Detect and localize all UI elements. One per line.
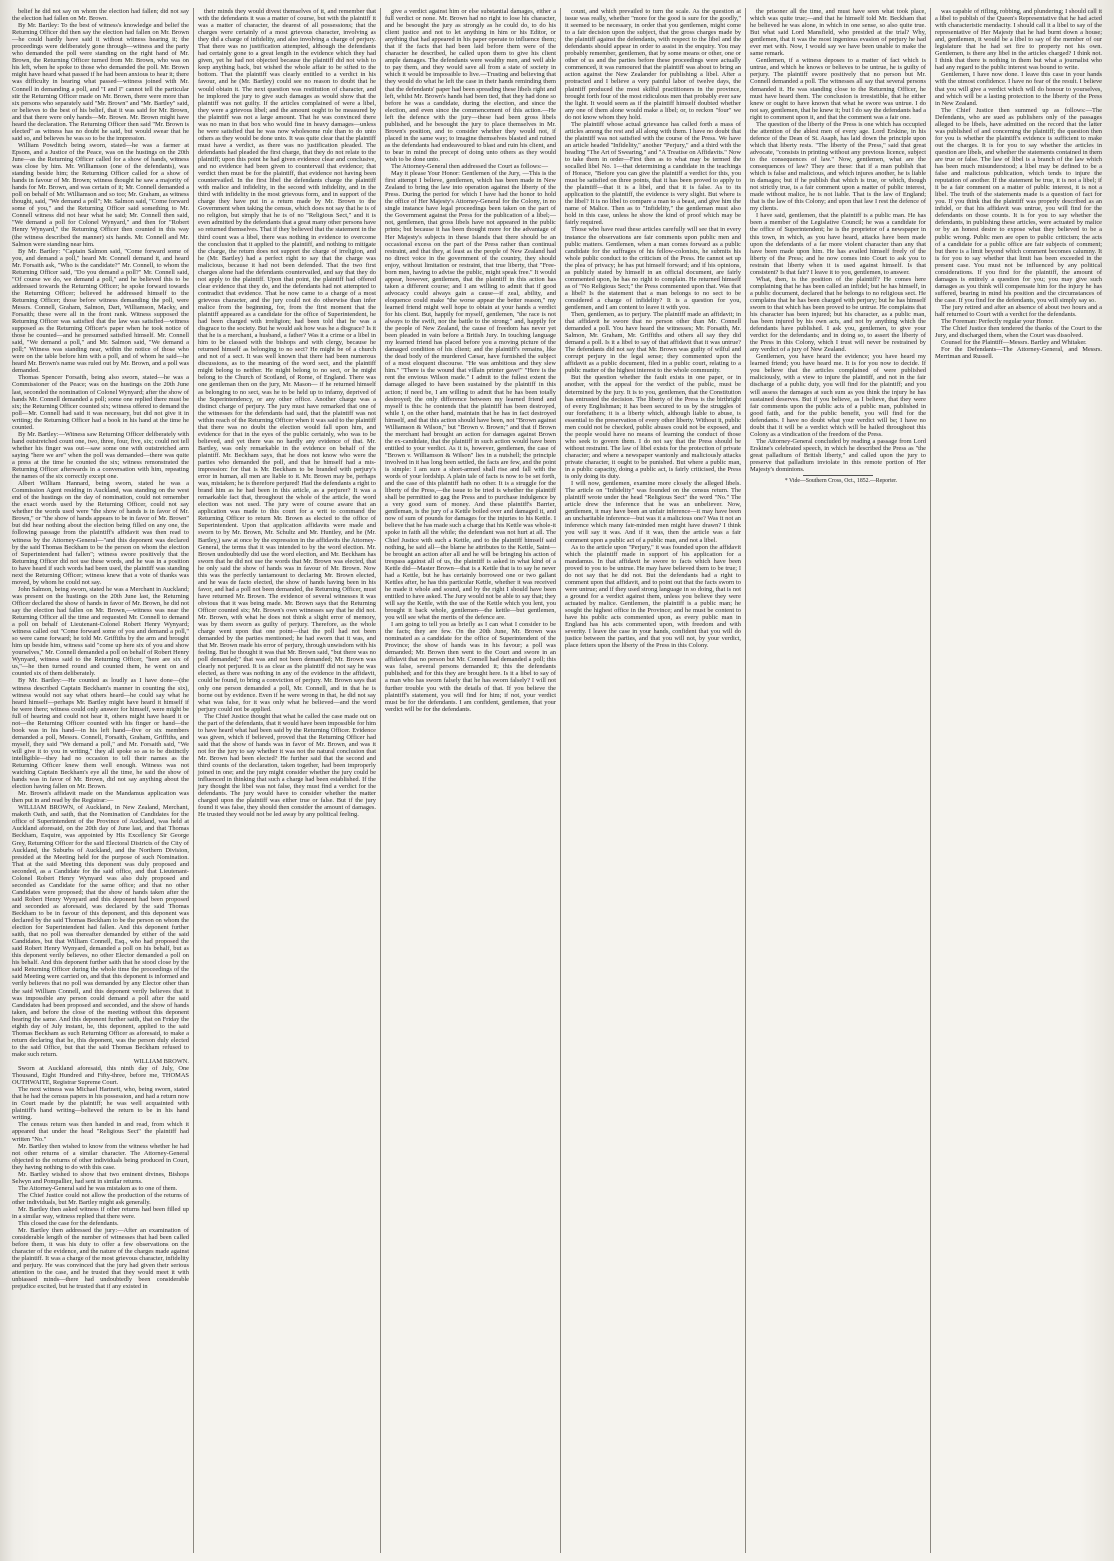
paragraph: The next witness was Michael Hartnett, who, being sworn, stated that he had the census papers in his possession, and had a return now in Court made by the plaintiff; he was well acquainted with plaintiff's hand writing—believed the return to be in his hand writing. bbox=[12, 1086, 189, 1122]
paragraph: The question of the liberty of the Press is one which has occupied the attention of the ablest men of every age. Lord Erskine, in his defence of the Dean of St. Asaph, has laid down the principle upon which that liberty rests. "The liberty of the Press," said that great advocate, "consists in printing without any previous licence, subject to the consequences of law." Now, gentlemen, what are the consequences of law? They are these: that if a man publish that which is false and malicious, and which injures another, he is liable in damages; but if he publish that which is true, or which, though not strictly true, is a fair comment upon a matter of public interest, made without malice, he is not liable. That is the law of England; that is the law of this Colony; and upon that law I rest the defence of my clients. bbox=[750, 120, 926, 213]
paragraph: Sworn at Auckland aforesaid, this ninth day of July, One Thousand, Eight Hundred and Fifty-three, before me, THOMAS OUTHWAITE, Registrar Supreme Court. bbox=[12, 1065, 189, 1087]
footnote-rule bbox=[803, 475, 873, 476]
paragraph: For the Defendants—The Attorney-General, and Messrs. Merriman and Russell. bbox=[935, 346, 1102, 361]
paragraph: What, then, is the position of the plaintiff? He comes here complaining that he has been called an infidel; but he has himself, in a public document, declared that he belongs to no religious sect. He complains that he has been charged with perjury; but he has himself sworn to that which has been proved to be untrue. He complains that his character has been injured; but his character, as a public man, has been injured by his own acts, and not by anything which the defendants have published. I ask you, gentlemen, to give your verdict for the defendants; and in doing so, to assert the liberty of the Press in this Colony, which I trust will never be restrained by any verdict of a jury of New Zealand. bbox=[750, 275, 926, 354]
paragraph: Gentlemen, you have heard the evidence; you have heard my learned friend; you have heard me. It is for you now to decide. If you believe that the articles complained of were published maliciously, with a view to injure the plaintiff, and not in the fair discharge of a public duty, you will find for the plaintiff; and you will assess the damages at such sum as you think the injury he has sustained deserves. But if you believe, as I believe, that they were fair comments upon the public acts of a public man, published in good faith, and for the public benefit, you will find for the defendants. I have no doubt what your verdict will be; I have no doubt that it will be a verdict which will be hailed throughout this Colony as a vindication of the freedom of the Press. bbox=[750, 353, 926, 438]
paragraph: The Chief Justice then summed up as follows:—The Defendants, who are sued as publishers only of the passages alleged to be libels, have admitted on the record that the latter was published of and concerning the plaintiff; the question then for you is whether the plaintiff's evidence is sufficient to make out the charges. It is for you to say whether the articles in question are libels, and whether the statements contained in them are true or false. The law of libel is a branch of the law which has been much misunderstood; a libel may be defined to be a false and malicious publication, which tends to injure the reputation of another. If the statement be true, it is not a libel; if it be a fair comment on a matter of public interest, it is not a libel. The truth of the statements made is a question of fact for you. If you think that the plaintiff was properly described as an infidel, or that his affidavit was untrue, you will find for the defendants on those counts. It is for you to say whether the defendants, in publishing these articles, were actuated by malice or by an honest desire to expose what they believed to be a public wrong. Public men are open to public criticism; the acts of a candidate for a public office are fair subjects of comment; but there is a limit beyond which comment becomes calumny. It is for you to say whether that limit has been exceeded in the present case. You must not be influenced by any political considerations. If you find for the plaintiff, the amount of damages is entirely a question for you; you may give such damages as you think will compensate him for the injury he has suffered, bearing in mind his position and the circumstances of the case. If you find for the defendants, you will simply say so. bbox=[935, 106, 1102, 304]
column-5 bbox=[746, 8, 931, 1553]
paragraph: Mr. Bartley wished to show that two eminent divines, Bishops Selwyn and Pompallier, had sent in similar returns. bbox=[12, 1170, 189, 1185]
column-2 bbox=[194, 8, 381, 1553]
paragraph: The Attorney-General then addressed the Court as follows:— bbox=[391, 163, 549, 171]
paragraph: But the question whether the fault exists in one paper, or in another, with the appeal for the verdict of the public, must be determined by the jury. It is to you, gentlemen, that the Constitution has entrusted the decision. The liberty of the Press is the birthright of every Englishman; it has been secured to us by the struggles of our forefathers; it is a liberty which, although liable to abuse, is essential to the preservation of every other liberty. Without it, public men could not be checked, public abuses could not be exposed, and the people would have no means of learning the conduct of those who seek to govern them. I do not say that the Press should be without restraint. The law of libel exists for the protection of private character; and where a newspaper wantonly and maliciously attacks private character, it ought to be punished. But where a public man, in a public capacity, doing a public act, is fairly criticised, the Press is only doing its duty. bbox=[565, 374, 741, 481]
paragraph: Albert William Hannard, being sworn, stated he was a Commission Agent residing in Auckland, was standing on the west end of the hustings on the day of nomination, could not remember the exact words used by the Returning Officer, could not say whether the words used were "the show of hands is in favor of Mr. Brown," or "the show of hands appears to be in favor of Mr. Brown" but did hear nothing about the election being filled on any one, the following passage from the plaintiff's affidavit was then read to witness by the Attorney-General—"and this deponent was declared by the said Thomas Beckham to be the person on whom the election of Superintendent had fallen"; witness swore positively that the Returning Officer did not use these words, and he was in a position to have heard if such words had been used, the plaintiff was standing next the Returning Officer; witness knew that a vote of thanks was moved, by whom he could not say. bbox=[12, 480, 189, 586]
paragraph: count, and which prevailed to turn the scale. As the question at issue was really, whether "more for the good is sure for the goodly," it seemed to be necessary, in order that you gentlemen, might come to a fair decision upon the subject, that the gross charges made by the plaintiff against the defendants, with respect to the libel and the defendants should appear in order to assist in the enquiry. You may probably remember, gentlemen, that by some means or other, one or other of us and the parties before these proceedings were actually commenced, it was rumoured that the plaintiff was about to bring an action against the New Zealander for publishing a libel. After a protracted and I believe a very painful labor of twelve days, the plaintiff produced the most skilful practitioners in the province, brought forth four of the most ridiculous men that probably ever saw the light. It would seem as if the plaintiff himself doubted whether any one of them alone would make a libel; or, to reckon "four" we do not know whom they hold. bbox=[565, 8, 741, 121]
paragraph: Counsel for the Plaintiff—Messrs. Bartley and Whitaker. bbox=[941, 339, 1087, 347]
column-1 bbox=[8, 8, 194, 1553]
paragraph: The Attorney-General said he was mistaken as to one of them. bbox=[18, 1184, 178, 1192]
paragraph: The Chief Justice could not allow the production of the returns of other individuals, but Mr. Bartley might ask generally. bbox=[12, 1191, 189, 1206]
paragraph: By Mr. Bartley:—Witness saw Returning Officer deliberately with hand outstretched count one, two, three, four, five, six; could not tell whether his finger was out—saw some one with outstretched arm saying "here we are" when the poll was demanded—there was quite a press at the time he counted the six; witness remonstrated the Returning Officer afterwards in a conversation with him, repeating the names of the six correctly except one. bbox=[12, 430, 189, 481]
paragraph: Mr. Bartley then wished to know from the witness whether he had not other returns of a similar character. The Attorney-General objected to the returns of other individuals being produced in Court, they having nothing to do with this case. bbox=[12, 1142, 189, 1171]
paragraph: This closed the case for the defendants. bbox=[18, 1220, 119, 1228]
paragraph: By Mr. Bartley:—He counted as loudly as I have done—(the witness described Captain Beckham's manner in counting the six), witness would not say what others heard—he could say what he heard himself—perhaps Mr. Bartley might have heard it himself if he were there; witness could only answer for himself, were might be full of hearing and could not hear it, others might have heard it or not—the Returning Officer counted with his finger or hand—the book was in his hand—in his left hand—five or six members demanded a poll, Messrs. Connell, Forsaith, Graham, Griffiths, and myself, they said "We demand a poll," and Mr. Forsaith said, "We will give it to you in writing," they all spoke so as to be distinctly intelligible—they had no occasion to tell their names as the Returning Officer knew them well enough. Witness was not watching Captain Beckham's eye all the time, he said the show of hands was in favor of Mr. Brown, did not say anything about the election having fallen on Mr. Brown. bbox=[12, 677, 189, 791]
paragraph: The census return was then handed in and read, from which it appeared that under the head "Religious Sect" the plaintiff had written "No." bbox=[12, 1121, 189, 1143]
paragraph: was capable of rifling, robbing, and plundering; I should call it a libel to publish of the Queen's Representative that he had acted with characteristic mendacity. I should call it a libel to say of the representative of Her Majesty that he had burnt down a house; and, gentlemen, it would be a libel to say of the member of our legislature that he had set fire to property not his own. Gentlemen, is there any libel in the articles charged? I think not. I think that there is nothing in them but what a journalist who had any regard to the public interest was bound to write. bbox=[935, 8, 1102, 72]
paragraph: Thomas Spencer Forsaith, being also sworn, stated—he was a Commissioner of the Peace; was on the hustings on the 20th June last, seconded the nomination of Colonel Wynyard; after the show of hands Mr. Connell demanded a poll; some one replied there must be six; the Returning Officer counted six; witness offered to demand the poll—Mr. Connell had said it was necessary, but did not give it in writing; the Returning Officer had a book in his hand at the time he counted. bbox=[12, 374, 189, 431]
paragraph: Mr. Bartley then asked witness if other returns had been filled up in a similar way, witness replied that there were. bbox=[12, 1205, 189, 1221]
paragraph: Gentlemen, if a witness deposes to a matter of fact which is untrue, and which he knows or believes to be untrue, he is guilty of perjury. The plaintiff swore positively that no person but Mr. Connell demanded a poll. The witnesses all say that several persons demanded it. He was standing close to the Returning Officer, he must have heard them. The conclusion is irresistible, that he either knew or ought to have known that what he swore was untrue. I do not say, gentlemen, that he knew it; but I do say the defendants had a right to comment upon it, and that the comment was a fair one. bbox=[750, 57, 926, 121]
paragraph: The Attorney-General concluded by reading a passage from Lord Erskine's celebrated speech, in which he described the Press as "the great palladium of British liberty," and called upon the jury to preserve that palladium inviolate in this remote portion of Her Majesty's dominions. bbox=[750, 437, 926, 474]
column-container bbox=[8, 8, 1106, 1553]
paragraph: WILLIAM BROWN, of Auckland, in New Zealand, Merchant, maketh Oath, and saith, that the Nomination of Candidates for the office of Superintendent of the Province of Auckland, was held at Auckland aforesaid, on the 20th day of June last, and that Thomas Beckham, Esquire, was appointed by His Excellency Sir George Grey, Returning Officer for the said Electoral Districts of the City of Auckland, the Suburbs of Auckland, and the Northern Division, presided at the Meeting held for the purpose of such Nomination. That at the said Meeting this deponent was duly proposed and seconded, as a Candidate for the said office, and that Lieutenant-Colonel Robert Henry Wynyard was also duly proposed and seconded as Candidate for the same office; and that no other Candidates were proposed; that the show of hands taken after the said Robert Henry Wynyard and this deponent had been proposed and seconded as aforesaid, was declared by the said Thomas Beckham to be in favour of this deponent, and this deponent was declared by the said Thomas Beckham to be the person on whom the election for Superintendent had fallen. And this deponent further saith, that no poll was thereafter demanded by either of the said Candidates, but that William Connell, Esq., who had proposed the said Robert Henry Wynyard, demanded a poll on his behalf, but as this deponent verily believes, no other Elector demanded a poll on his behalf. And this deponent further saith that he stood close by the said Returning Officer during the whole time the proceedings of the said Meeting were carried on, and that this deponent is informed and verily believes that no poll was demanded by any Elector other than the said William Connell, and this deponent verily believes that it was impossible any person could demand a poll after the said Candidates had been proposed and seconded, and the show of hands taken, and before the close of the meeting without this deponent hearing the same. And this deponent further saith, that on Friday the eighth day of July instant, he, this deponent, applied to the said Thomas Beckham as such Returning Officer as aforesaid, to make a return declaring that he, this deponent, was the person duly elected to the said Office, but that the said Thomas Beckham refused to make such return. bbox=[12, 804, 189, 1058]
paragraph: Mr. Brown's affidavit made on the Mandamus application was then put in and read by the Registrar:— bbox=[12, 790, 189, 805]
paragraph: The Chief Justice then tendered the thanks of the Court to the Jury, and discharged them, when the Court was dissolved. bbox=[935, 325, 1102, 340]
paragraph: May it please Your Honor: Gentlemen of the Jury, —This is the first attempt I believe, gentlemen, which has been made in New Zealand to bring the law into operation against the liberty of the Press. During the period for which I have had the honor to hold the office of Her Majesty's Attorney-General for the Colony, in no single instance have legal proceedings been taken on the part of the Government against the Press for the publication of a libel;—not, gentlemen, that gross libels have not appeared in the public prints; but because it has been thought more for the advantage of Her Majesty's subjects in these Islands that there should be an occasional excess on the part of the Press rather than continual restraint, and that they, at least as the people of New Zealand had no direct voice in the government of the country, they should enjoy, without limitation or restraint, that true liberty, that "Free-born men, having to advise the public, might speak free." It would appear, however, gentlemen, that the plaintiff in this action has taken a different course; and I am willing to admit that if good advocacy could always gain a cause—if zeal, ability, and eloquence could make "the worse appear the better reason," my learned friend might well hope to obtain at your hands a verdict for his client. But, happily for myself, gentlemen, "the race is not always to the swift, nor the battle to the strong;" and, happily for the people of New Zealand, the cause of freedom has never yet been pleaded in vain before a British Jury. In touching language my learned friend has placed before you a moving picture of the damaged condition of his client; and the plaintiff's remains, like the dead body of the murdered Cæsar, have furnished the subject of a most eloquent discourse. "He was ambitious and they slew him." "There is the wound that villain printer gave!" "Here is the rent the envious Wilson made." I admit to the fullest extent the damage alleged to have been sustained by the plaintiff in this action; if need be, I am willing to admit that he has been totally destroyed; the only difference between my learned friend and myself is this: he contends that the plaintiff has been destroyed, while I, on the other hand, maintain that he has in fact destroyed himself, and that this action should have been, not "Brown against Williamson & Wilson," but "Brown v. Brown;" and that if Brown the merchant had brought an action for damages against Brown the ex-candidate, that the plaintiff in such action would have been entitled to your verdict. As it is, however, gentlemen, the case of "Brown v. Williamson & Wilson" lies in a nutshell; the principle involved in it has long been settled, the facts are few, and the point is simple: I am sure a short-armed shall rise and fall with the words of your lordship. A plain tale of facts is now to be set forth, and the case of this plaintiff hath no other. It is a struggle for the liberty of the Press,—the issue to be tried is whether the plaintiff shall be permitted to gag the Press and to purchase indulgence by a very good sum of money. And these plaintiff's Barrier, gentleman, is the jury of a Kettle boiled over and damaged it, and now of sum of pounds for damages for the injuries to his Kettle. I believe that he has made such a charge that his Kettle was whole-it spoke in faith all the while; the defendant was not hurt at all. The Chief Justice with such a Kettle, and to the plaintiff himself said nothing, he said all—the blame he attributes to the Kettle, Saint—be brought an action after all and he will be bringing his action of trespass against all of us, the plaintiff is asked in what kind of a Kettle did—Master Brown—that is a Kettle that is to say he never had a Kettle, but he has certainly borrowed one or two gallant Kettles after, he has this particular Kettle, whether it was received he made it whole and sound, and by the right I should have been entitled to have asked. The Jury would not be able to say that; they will say the Kettle, with the use of the Kettle which you lent, you brought it back whole, gentlemen—the kettle—but gentlemen, you will see what the merits of the defence are. bbox=[385, 170, 556, 622]
paragraph: give a verdict against him or else substantial damages, either a full verdict or none. Mr. Brown had no right to lose his character, and he besought the jury as strongly as he could do, to do his client justice and not to let anything in him or his Editor, or anything that had appeared in his paper operate to influence them; that if the facts that had been laid before them were of the character he described, he called upon them to give his client ample damages. The defendants were wealthy men, and well able to pay them, and they would save all from a state of society in which it would be impossible to live.—Trusting and believing that they would do what he left the case in their hands reminding them that the defendants' paper had been spreading these libels right and left, whilst Mr. Brown's hands had been tied, that they had done so before he was a candidate, during the election, and since the election, and even since the commencement of this action.—He left the defence with the jury—these had been gross libels published, and he besought the jury to place themselves in Mr. Brown's position, and to consider whether they would not, if placed in the same way; to imagine themselves blasted and ruined as the defendants had endeavoured to blast and ruin his client, and to bear in mind the precept of doing unto others as they would wish to be done unto. bbox=[385, 8, 556, 163]
paragraph: William Powditch being sworn, stated—he was a farmer at Epsom, and a Justice of the Peace, was on the hustings on the 20th June—as the Returning Officer called for a show of hands, witness was close by him. Mr. Williamson (one of the defendants), was standing beside him; the Returning Officer called for a show of hands in favour of Mr. Brown; witness thought he saw a majority of hands for Mr. Brown, and was certain of it; Mr. Connell demanded a poll on behalf of Mr. Williamson and so too; Mr. Graham, as witness thought, said, "We demand a poll"; Mr. Salmon said, "Come forward some of you," and the Returning Officer said something to Mr. Connell witness did not hear what he said; Mr. Connell then said, "We demand a poll for Colonel Wynyard," and then for "Robert Henry Wynyard," the Returning Officer then counted in this way (the witness described the manner) six hands. Mr. Connell and Mr. Salmon were standing near him. bbox=[12, 141, 189, 248]
paragraph: The plaintiff whose actual grievance has called forth a mass of articles among the rest and all along with them. I have no doubt that the plaintiff was not satisfied with the course of the Press. We have an article headed "Infidelity," another "Perjury," and a third with the heading "The Art of Swearing," and "A Treatise on Affidavits." Now to take them in order—First then as to what may be termed the socalled libel No. 1—that determining a candidate in the teachings of Horace, "Before you can give the plaintiff a verdict for this, you must be satisfied on three points, that it has been proved to apply to the plaintiff—that it is a libel, and that it is false. As to its application to the plaintiff, the evidence is very slight. But where is the libel? It is no libel to compare a man to a beast, and give him the name of Malice. Then as to "Infidelity," the gentleman must also hold in this case, unless he show the kind of proof which may be fairly required. bbox=[565, 120, 741, 227]
column-3 bbox=[381, 8, 561, 1553]
paragraph: By Mr. Bartley: "Captain Salmon said, "Come forward some of you, and demand a poll," heard Mr. Connell demand it, and heard Mr. Forsaith ask, "Who is the candidate?" Mr. Connell, to whom the Returning Officer said, "Do you demand a poll?" Mr. Connell said, "Of course we do, we demand a poll," and he believed this to be addressed towards the Returning Officer; he spoke forward towards the Returning Officer; believed he addressed himself to the Returning Officer; those before witness demanding the poll, were Messrs. Connell, Graham, Salmon, Dart, Williamson, Macky, and Forsaith; these were all in the front rank. Witness supposed the Returning Officer was satisfied that the law was satisfied—witness supposed as the Returning Officer's paper when he took notice of those he counted—and he presumed satisfied himself. Mr. Connell said, "We demand a poll," and Mr. Salmon said, "We demand a poll;" Witness was standing near, within the notice of those who were on the table before him with a poll, and of whom he said—he heard Mr. Brown's name was ruled out by Mr. Brown, and a poll was demanded. bbox=[12, 247, 189, 375]
paragraph: As to the article upon "Perjury," it was founded upon the affidavit which the plaintiff made in support of his application for a mandamus. In that affidavit he swore to facts which have been proved to you to be untrue. He may have believed them to be true; I do not say that he did not. But the defendants had a right to comment upon that affidavit, and to point out that the facts sworn to were untrue; and if they used strong language in so doing, that is not a ground for a verdict against them, unless you believe they were actuated by malice. Gentlemen, the plaintiff is a public man; he sought the highest office in the Province; and he must be content to have his public acts commented upon, as every public man in England has his acts commented upon, with freedom and with severity. I leave the case in your hands, confident that you will do justice between the parties, and that you will not, by your verdict, place fetters upon the liberty of the Press in this Colony. bbox=[565, 543, 741, 650]
paragraph: By Mr. Bartley: To the best of witness's knowledge and belief the Returning Officer did then say the election had fallen on Mr. Brown—he could hardly have said it without witness hearing it; the proceedings were deliberately gone through—witness and the party who demanded the poll were standing on the right hand of Mr. Brown, the Returning Officer turned from Mr. Brown, who was on his left, when he spoke to those who demanded the poll. Mr. Brown might have heard what passed if he had been anxious to hear it; there was difficulty in hearing what passed—witness joined with Mr. Connell in demanding a poll, and "I and I" cannot tell the particular stir the Returning Officer made on Mr. Brown, there were more than six persons who separately said "Mr. Brown" and "Mr. Bartley" said, or believes to the best of his belief, that it was said for Mr. Brown, and that there were only hands—Mr. Brown. Mr. Brown might have heard the declaration. The Returning Officer then said "Mr. Brown is elected" as witness has no doubt he said, but would swear that he said so, and believes he was so to be the impression. bbox=[12, 22, 189, 142]
paragraph: Mr. Bartley then addressed the jury:—After an examination of considerable length of the number of witnesses that had been called before them, it was his duty to offer a few observations on the character of the evidence, and the nature of the charges made against the plaintiff. It was a charge of the most grievous character, infidelity and perjury. He was convinced that the jury had given their serious attention to the case, and he trusted that they would meet it with unbiassed minds—there had undoubtedly been considerable prejudice excited, but he trusted that if any existed in bbox=[12, 1227, 189, 1291]
paragraph: their minds they would divest themselves of it, and remember that with the defendants it was a matter of course, but with the plaintiff it was a matter of character, the dearest of all possessions; that the charges were certainly of a most grievous character, involving as they did a charge of infidelity, and also involving a charge of perjury. That there was no justification attempted, although the defendants had certainly gone to a great length in the evidence which they had given, yet he had not objected because the plaintiff did not wish to keep anything back, but wished the whole affair to be sifted to the bottom. That the plaintiff was clearly entitled to a verdict in his favour, and he (Mr. Bartley) could see no reason to doubt that he would obtain it. The next question was restitution of character, and he implored the jury to give such damages as would show that the plaintiff was not guilty. If the articles complained of were a libel, they were a grievous libel; and the amount ought to be measured by the plaintiff was not a large amount. That he was convinced there was no man in that box who would fine in heavy damages—unless he were satisfied that he was now wholesome rule than to do unto others as they would be done unto. It was quite clear that the plaintiff must have a verdict, as there was no justification pleaded. The defendants had pleaded the first charge, that they do not relate to the plaintiff; upon this point he had given evidence clear and conclusive, and no evidence had been given to countervail that evidence; that verdict then must be for the plaintiff, that evidence not having been countervailed. In the first libel the defendants charge the plaintiff with malice and infidelity, in the second with infidelity, and in the third with infidelity in the most grievous form, and in support of the charge they have put in a return made by Mr. Brown to the Government when taking the census, which does not say that he is of no religion, but simply that he is of no "Religious Sect," and it is even admitted by the defendants that a great many other persons have so returned themselves. That if they believed that the statement in the third count was a libel, there was nothing in evidence to overcome the conclusion that it applied to the plaintiff, and nothing to mitigate the charge, the return does not support the charge of irreligion, and he (Mr. Bartley) had a perfect right to say that the charge was malicious, because it had not been defended. That the two first charges alone had the defendants countervailed, and say that they do not apply to the plaintiff. Upon that point, the plaintiff had offered clear evidence that they do, and the defendants had not attempted to contradict that evidence. That he now came to a charge of a most grievous character, and the jury could not do otherwise than infer malice from the beginning, for, from the first moment that the plaintiff appeared as a candidate for the office of Superintendent, he had been charged with irreligion; had been told that he was a disgrace to the society. But he would ask how was he a disgrace? Is it that he is a merchant, a husband, a father? Was it a crime or a libel in him to be classed with the bishops and with clergy, because he returned himself as belonging to no sect? He might be of a church and not of a sect. It was well known that there had been numerous discussions, as to the meaning of the word sect, and the plaintiff might belong to neither. He might belong to no sect, or he might belong to the Church of Scotland, of Rome, of England. There was one gentleman then on the jury, Mr. Mason— if he returned himself as belonging to no sect, was he to be held up to infamy, deprived of the Superintendency, or any other office. Another charge was a distinct charge of perjury. The jury must have remarked that one of the witnesses for the defendants had said, that the plaintiff was not within reach of the Returning Officer when it was said to the plaintiff that there was no doubt the election would fall upon him, and evidence for that in the eyes of the public certainly, who was to be believed, and yet there was no hardly any evidence of that. Mr. Bartley, was only remarkable in the evidence on behalf of the plaintiff. Mr. Beckham says, that he does not know who were the parties who demanded the poll, and that he himself had a mis-impression: for that is Mr. Beckham to be branded with perjury's error in human, all men are liable to it. Mr. Brown may be, perhaps was, mistaken; he is therefore perjured! Had the defendants a right to brand him as he had been in this article, as a perjurer? It was a remarkable fact that, throughout the whole of the article, the word election was not used. The jury were of course aware that an application was made to this court for a writ to command the Returning Officer to return Mr. Brown as elected to the office of Superintendent. Upon that application affidavits were made and sworn to by Mr. Brown, Mr. Schultz and Mr. Huntley, and he (Mr. Bartley,) saw at once by the expression in the affidavits the Attorney-General, the terms that it was intended to by the word election. Mr. Brown undoubtedly did use the word election, and Mr. Beckham has sworn that he did not use the words that Mr. Brown was elected, that he only said the show of hands was in favour of Mr. Brown. Now this was the perfectly tantamount to declaring Mr. Brown elected, and he was de facto elected, the show of hands having been in his favor, and had a poll not been demanded, the Returning Officer, must have returned Mr. Brown. The evidence of several witnesses it was obvious that it was being made. Mr. Brown says that the Returning Officer counted six; Mr. Brown's own witnesses say that he did not. Mr. Brown, with what he does not think a slight error of memory, was by them sworn as guilty of perjury. Therefore, as the whole charge went upon that one point—that the poll had not been demanded by the parties mentioned; he had sworn that it was, and that Mr. Brown made his error of perjury, through unwisdom with his feeling. But he thought it was that Mr. Brown said, "but there was no poll demanded;" that was and not been demanded; Mr. Brown was clearly not perjured. It is as clear as the plaintiff did not say he was elected, as there was nothing in any of the evidence in the affidavit, could be found, to bring a conviction of perjury. Mr. Brown says that only one person demanded a poll, Mr. Connell, and in that he is borne out by evidence. Even if he were wrong in that, he did not say what was false, for it was only what he believed—and the word perjury could not be applied. bbox=[198, 8, 376, 713]
paragraph: Gentlemen, I have now done. I leave this case in your hands with the utmost confidence. I have no fear of the result. I believe that you will give a verdict which will do honour to yourselves, and which will be a lasting protection to the liberty of the Press in New Zealand. bbox=[935, 71, 1102, 107]
paragraph: I will now, gentlemen, examine more closely the alleged libels. The article on "Infidelity" was founded on the census return. The plaintiff wrote under the head "Religious Sect" the word "No." The article drew the inference that he was an unbeliever. Now, gentlemen, it may have been an unfair inference—it may have been an uncharitable inference—but was it a malicious one? Was it not an inference which many fair-minded men might have drawn? I think you will say it was. And if it was, then the article was a fair comment upon a public act of a public man, and not a libel. bbox=[565, 480, 741, 544]
column-6 bbox=[931, 8, 1106, 1553]
paragraph: Then, gentlemen, as to perjury. The plaintiff made an affidavit; in that affidavit he swore that no person other than Mr. Connell demanded a poll. You have heard the witnesses; Mr. Forsaith, Mr. Salmon, Mr. Graham, Mr. Griffiths and others all say they did demand a poll. Is it a libel to say of that affidavit that it was untrue? The defendants did not say that Mr. Brown was guilty of wilful and corrupt perjury in the legal sense; they commented upon the affidavit as a public document, filed in a public court, relating to a public matter of the highest interest to the whole community. bbox=[565, 311, 741, 375]
paragraph: The Chief Justice thought that what he called the case made out on the part of the defendants, that it would have been impossible for him to have heard what had been said by the Returning Officer. Evidence was given, which if believed, proved that the Returning Officer had said that the show of hands was in favor of Mr. Brown, and was it not for the jury to say whether it was not the natural conclusion that Mr. Brown had been elected? He further said that the second and third counts of the declaration, taken together, had been improperly joined in one; and the jury might consider whether the jury could be influenced in thinking that such a charge had been established. If the jury thought the libel was not false, they must find a verdict for the defendants. The jury would have to consider whether the matter charged upon the plaintiff was either true or false. But if the jury found it was false, they should then consider the amount of damages. He trusted they would not be led away by any political feeling. bbox=[198, 712, 376, 819]
paragraph: The Foreman: Perfectly regular your Honor. bbox=[941, 318, 1054, 326]
footnote: * Vide—Southern Cross, Oct., 1852.—Reporter. bbox=[784, 478, 898, 485]
paragraph: WILLIAM BROWN. bbox=[133, 1057, 189, 1065]
paragraph: belief he did not say on whom the election had fallen; did not say the election had fallen on Mr. Brown. bbox=[12, 8, 189, 23]
paragraph: The jury retired and after an absence of about two hours and a half returned to Court with a verdict for the defendants. bbox=[935, 303, 1102, 319]
paragraph: I have said, gentlemen, that the plaintiff is a public man. He has been a member of the Legislative Council; he was a candidate for the office of Superintendent; he is the proprietor of a newspaper in this town, in which, as you have heard, attacks have been made upon the defendants of a far more violent character than any that have been made upon him. He has availed himself freely of the liberty of the Press; and he now comes into Court to ask you to restrain that liberty when it is used against himself. Is that consistent? Is that fair? I leave it to you, gentlemen, to answer. bbox=[750, 212, 926, 276]
paragraph: John Salmon, being sworn, stated he was a Merchant in Auckland; was present on the hustings on the 20th June last, the Returning Officer declared the show of hands in favor of Mr. Brown, he did not say the election had fallen on Mr. Brown,—witness was near the Returning Officer all the time and requested Mr. Connell to demand a poll on behalf of Lieutenant-Colonel Robert Henry Wynyard; witness called out "Come forward some of you and demand a poll," so were came forward; he told Mr. Griffiths by the arm and brought him up beside him, witness said "come up here six of you and show yourselves," Mr. Connell demanded a poll on behalf of Robert Henry Wynyard, witness said to the Returning Officer, "here are six of us,"—he then turned round and counted them, he went on and counted six of them deliberately. bbox=[12, 585, 189, 678]
paragraph: the prisoner all the time, and must have seen what took place, which was quite true;—and that he himself told Mr. Beckham that he believed he was alone, in which in one sense, so also quite true. But what said Lord Mansfield, who presided at the trial? Why, gentlemen, that it was the most ingenious evasion of perjury he had ever met with. Now, I would say we have been unable to make the same remark. bbox=[750, 8, 926, 58]
paragraph: Those who have read these articles carefully will see that in every instance the observations are fair comments upon public men and public matters. Gentlemen, when a man comes forward as a public candidate for the suffrages of his fellow-colonists, he submits his whole public conduct to the criticism of the Press. He cannot set up the plea of privacy; he has put himself forward; and if his opinions, as publicly stated by himself in an official document, are fairly commented upon, he has no right to complain. He returned himself as of "No Religious Sect;" the Press commented upon that. Was that a libel? Is the statement that a man belongs to no sect to be considered a charge of infidelity? It is a question for you, gentlemen, and I am content to leave it with you. bbox=[565, 226, 741, 311]
column-4 bbox=[561, 8, 746, 1553]
paragraph: I am going to tell you as briefly as I can what I consider to be the facts; they are few. On the 20th June, Mr. Brown was nominated as a candidate for the office of Superintendent of the Province; the show of hands was in his favour; a poll was demanded; Mr. Brown then went to the Court and swore in an affidavit that no person but Mr. Connell had demanded a poll; this was false, several persons demanded it; this the defendants published; and for this they are brought here. Is it a libel to say of a man who has sworn falsely that he has sworn falsely? I will not further trouble you with the details of that. If you believe the plaintiff's statement, you will find for him; if not, your verdict must be for the defendants. I am confident, gentlemen, that your verdict will be for the defendants. bbox=[385, 621, 556, 713]
